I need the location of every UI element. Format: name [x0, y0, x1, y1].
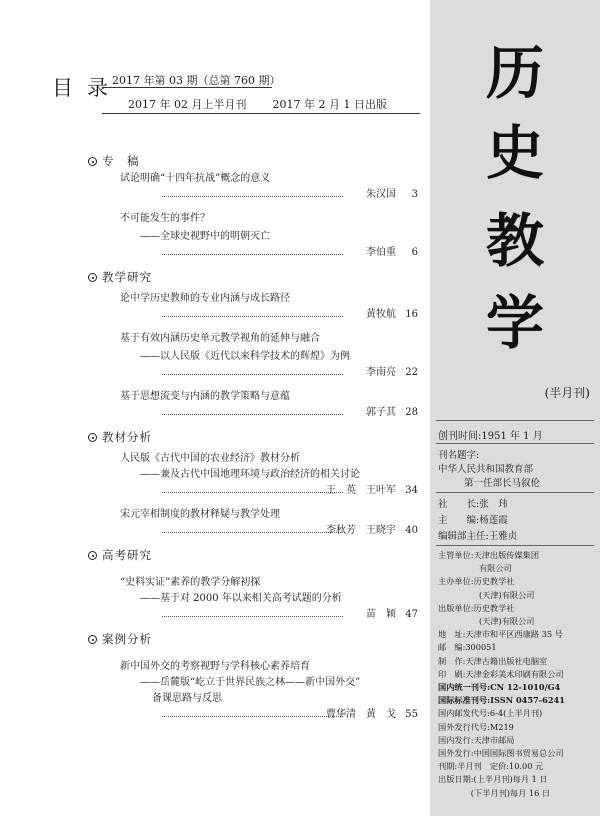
section-header [88, 633, 418, 651]
article-author: 朱汉国 [366, 189, 396, 200]
article-author: 郭子其 [366, 407, 396, 418]
leader-dots [162, 316, 343, 317]
article-title: 宋元宰相制度的教材释疑与教学处理 [120, 509, 280, 520]
page-number: 55 [405, 709, 418, 720]
section-bullet-icon [88, 273, 97, 282]
article-subtitle: 备课思路与反思 [152, 693, 222, 704]
article-author: 黄牧航 [366, 309, 396, 320]
leader-dots [162, 374, 343, 375]
article-author: 李秋芳 王晓宇 [326, 525, 396, 536]
section-title: 教学研究 [102, 270, 152, 284]
section-header [88, 271, 418, 289]
founded-date: 创刊时间:1951 年 1 月 [438, 431, 543, 442]
staff-list [438, 497, 517, 545]
staff-line: 社 长:张 玮 [438, 499, 508, 510]
toc-entry[interactable] [120, 333, 418, 381]
inscription-line: 第一任部长马叙伦 [464, 478, 541, 489]
page-number: 3 [411, 189, 418, 200]
toc-entry[interactable] [120, 577, 418, 623]
section-header [88, 431, 418, 449]
info-line: 国内邮发代号:6-4(上半月刊) [438, 708, 543, 719]
header-divider [102, 87, 272, 88]
sidebar-divider [436, 443, 594, 444]
sidebar-divider [436, 492, 594, 493]
publication-date [128, 96, 387, 112]
info-line: 刊期:半月刊 定价:10.00 元 [438, 761, 544, 772]
info-line: (天津)有限公司 [438, 589, 535, 600]
page-number: 47 [405, 609, 418, 620]
toc-entry[interactable] [120, 173, 418, 203]
section-header [88, 549, 418, 567]
article-title: 论中学历史教师的专业内涵与成长路径 [120, 293, 290, 304]
article-subtitle: ——全球史视野中的明朝灭亡 [140, 231, 270, 242]
toc-entry[interactable] [120, 213, 418, 261]
publication-info [438, 549, 596, 800]
leader-dots [162, 414, 343, 415]
leader-dots [162, 616, 343, 617]
article-author: 王 英 王叶军 [326, 485, 396, 496]
toc-entry[interactable] [120, 391, 418, 421]
sidebar-divider [436, 420, 594, 421]
article-subtitle: ——基于对 2000 年以来相关高考试题的分析 [140, 593, 342, 604]
half-month-label: 2017 年 02 月上半月刊 [128, 98, 247, 111]
inscription-label: 刊名题字: [438, 450, 480, 461]
inscription-line: 中华人民共和国教育部 [438, 464, 534, 475]
section-bullet-icon [88, 635, 97, 644]
sidebar-divider [436, 545, 594, 546]
article-subtitle: ——岳麓版“屹立于世界民族之林——新中国外交” [140, 677, 361, 688]
info-line: 国际标准刊号:ISSN 0457-6241 [438, 695, 565, 706]
issue-number: 2017 年第 03 期（总第 760 期） [112, 74, 281, 87]
journal-sidebar [430, 0, 600, 816]
info-line: 有限公司 [438, 563, 512, 574]
info-line: 国内发行:天津市邮局 [438, 734, 515, 745]
masthead-char: 学 [485, 289, 544, 357]
article-subtitle: ——以人民版《近代以来科学技术的辉煌》为例 [140, 351, 350, 362]
info-line: 制 作:天津古籍出版社电脑室 [438, 655, 548, 666]
article-author: 曹华清 黄 戈 [326, 709, 396, 720]
table-of-contents [88, 155, 418, 733]
masthead-char: 历 [485, 39, 544, 107]
masthead-char: 教 [485, 207, 544, 275]
leader-dots [162, 492, 343, 493]
toc-entry[interactable] [120, 453, 418, 499]
staff-line: 编辑部主任:王雅贞 [438, 531, 518, 542]
published-date: 2017 年 2 月 1 日出版 [272, 98, 387, 111]
info-line: 印 刷:天津金彩美术印刷有限公司 [438, 668, 564, 679]
article-author: 苗 颖 [366, 609, 396, 620]
page-number: 16 [405, 309, 418, 320]
toc-entry[interactable] [120, 293, 418, 323]
info-line: 主办单位:历史教学社 [438, 576, 515, 587]
page-number: 6 [411, 247, 418, 258]
info-line: 主管单位:天津出版传媒集团 [438, 550, 540, 560]
article-title: 试论明确“十四年抗战”概念的意义 [120, 173, 271, 184]
info-line: 出版日期:(上半月刊)每月 1 日 [438, 774, 548, 785]
staff-line: 主 编:杨莲霞 [438, 515, 508, 526]
info-line: (天津)有限公司 [438, 616, 535, 627]
page-number: 22 [405, 367, 418, 378]
article-title: 新中国外交的考察视野与学科核心素养培育 [120, 661, 310, 672]
info-line: 邮 编:300051 [438, 642, 497, 653]
section-title: 专 稿 [102, 154, 140, 168]
article-title: 基于思想流变与内涵的教学策略与意蕴 [120, 391, 290, 402]
article-title: “史料实证”素养的教学分解初探 [120, 577, 261, 588]
leader-dots [162, 532, 343, 533]
section-title: 案例分析 [102, 632, 152, 646]
article-title: 人民版《古代中国的农业经济》教材分析 [120, 453, 300, 464]
leader-dots [162, 716, 343, 717]
section-title: 教材分析 [102, 430, 152, 444]
toc-entry[interactable] [120, 509, 418, 539]
leader-dots [162, 254, 343, 255]
page-title: 目录 [52, 76, 122, 100]
header-divider [102, 113, 420, 114]
info-line: 国外发行代号:M219 [438, 721, 514, 732]
section-bullet-icon [88, 433, 97, 442]
page-number: 40 [405, 525, 418, 536]
article-subtitle: ——兼及古代中国地理环境与政治经济的相关讨论 [140, 469, 360, 480]
info-line: 国内统一刊号:CN 12-1010/G4 [438, 682, 561, 693]
page-number: 34 [405, 485, 418, 496]
info-line: 国外发行:中国国际图书贸易总公司 [438, 748, 564, 759]
article-title: 基于有效内涵历史单元教学视角的延伸与融合 [120, 333, 320, 344]
section-title: 高考研究 [102, 548, 152, 562]
masthead-char: 史 [485, 119, 544, 187]
article-author: 李伯重 [366, 247, 396, 258]
article-title: 不可能发生的事件？ [120, 213, 210, 224]
leader-dots [162, 196, 343, 197]
info-line: 地 址:天津市和平区西康路 35 号 [438, 629, 563, 640]
info-line: (下半月刊)每月 16 日 [438, 787, 551, 798]
masthead-subtitle: (半月刊) [544, 386, 590, 400]
section-bullet-icon [88, 551, 97, 560]
inscription-block [438, 449, 594, 491]
section-bullet-icon [88, 157, 97, 166]
info-line: 出版单位:历史教学社 [438, 602, 515, 613]
section-header [88, 155, 418, 173]
toc-entry[interactable] [120, 661, 418, 723]
page-number: 28 [405, 407, 418, 418]
article-author: 李南亮 [366, 367, 396, 378]
